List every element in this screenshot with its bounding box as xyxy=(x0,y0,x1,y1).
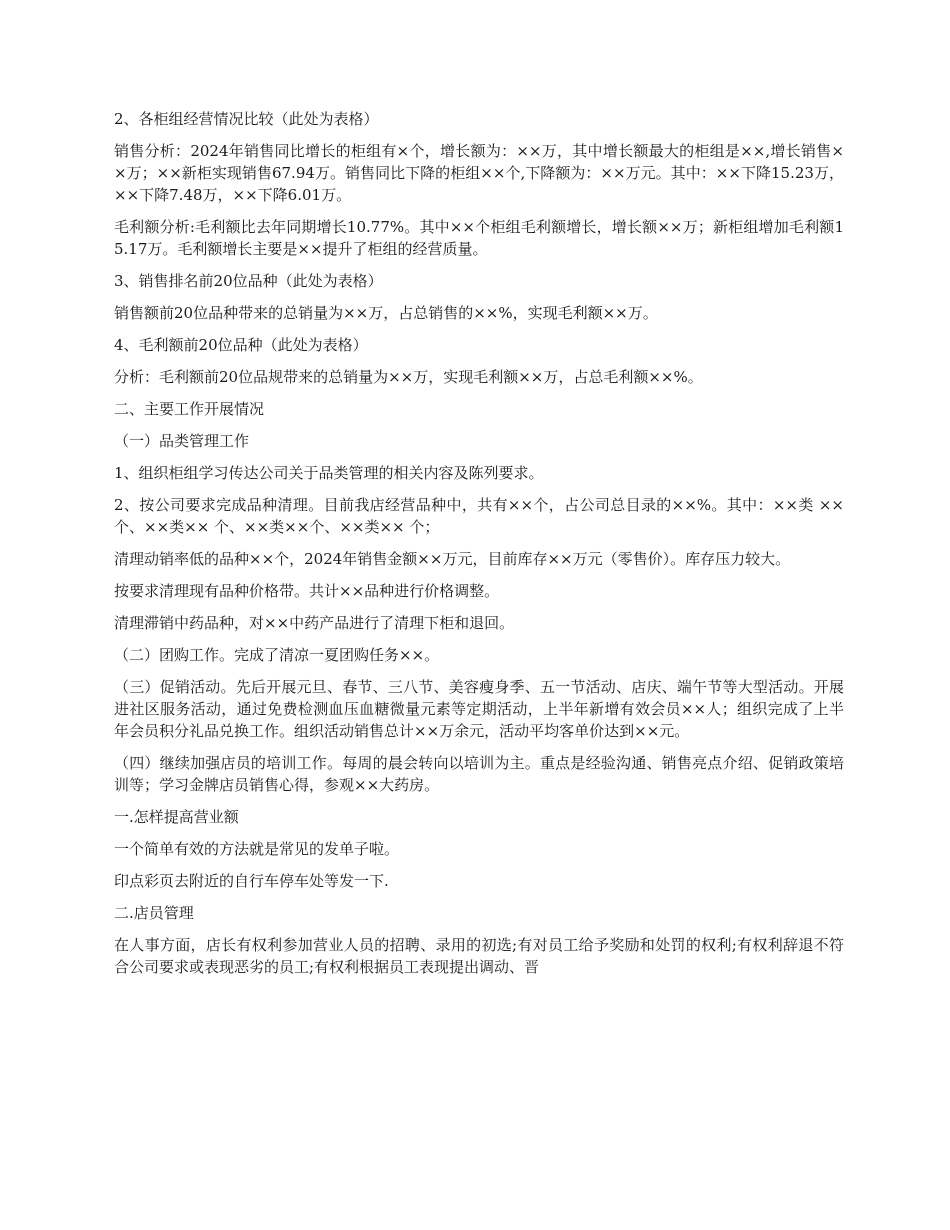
section-heading-counter-comparison: 2、各柜组经营情况比较（此处为表格） xyxy=(114,110,379,128)
training-paragraph: （四）继续加强店员的培训工作。每周的晨会转向以培训为主。重点是经验沟通、销售亮点介绍、促销政策培训等；学习金牌店员销售心得，参观××大药房。 xyxy=(114,754,844,794)
flyer-paragraph-2: 印点彩页去附近的自行车停车处等发一下. xyxy=(114,872,389,890)
category-item-1: 1、组织柜组学习传达公司关于品类管理的相关内容及陈列要求。 xyxy=(114,464,544,482)
section-heading-main-work: 二、主要工作开展情况 xyxy=(114,400,265,418)
document-page xyxy=(114,108,844,988)
clearance-low-turnover-paragraph: 清理动销率低的品种××个，2024年销售金额××万元，目前库存××万元（零售价）。库存压力较大。 xyxy=(114,550,791,568)
category-item-2: 2、按公司要求完成品种清理。目前我店经营品种中，共有××个，占公司总目录的××%。其中：××类 ××个、××类×× 个、××类××个、××类×× 个； xyxy=(114,496,844,536)
sales-analysis-paragraph: 销售分析：2024年销售同比增长的柜组有×个，增长额为：××万，其中增长额最大的柜组是××,增长销售××万；××新柜实现销售67.94万。销售同比下降的柜组××个,下降额为：××万元。其中：××下降15.23万，××下降7.48万，××下降6.01万。 xyxy=(114,142,844,204)
subsection-heading-category-management: （一）品类管理工作 xyxy=(114,432,250,450)
price-band-paragraph: 按要求清理现有品种价格带。共计××品种进行价格调整。 xyxy=(114,582,500,600)
flyer-paragraph-1: 一个简单有效的方法就是常见的发单子啦。 xyxy=(114,840,400,858)
section-heading-top20-sales: 3、销售排名前20位品种（此处为表格） xyxy=(114,272,383,290)
section-heading-top20-profit: 4、毛利额前20位品种（此处为表格） xyxy=(114,336,368,354)
top20-sales-paragraph: 销售额前20位品种带来的总销量为××万，占总销售的××%，实现毛利额××万。 xyxy=(114,304,658,322)
promotion-paragraph: （三）促销活动。先后开展元旦、春节、三八节、美容瘦身季、五一节活动、店庆、端午节等大型活动。开展进社区服务活动，通过免费检测血压血糖微量元素等定期活动，上半年新增有效会员××人；组织完成了上半年会员积分礼品兑换工作。组织活动销售总计××万余元，活动平均客单价达到××元。 xyxy=(114,678,844,740)
top20-profit-paragraph: 分析：毛利额前20位品规带来的总销量为××万，实现毛利额××万，占总毛利额××%。 xyxy=(114,368,703,386)
heading-staff-management: 二.店员管理 xyxy=(114,904,194,922)
staff-management-paragraph: 在人事方面，店长有权利参加营业人员的招聘、录用的初选;有对员工给予奖励和处罚的权利;有权利辞退不符合公司要求或表现恶劣的员工;有权利根据员工表现提出调动、晋 xyxy=(114,936,844,976)
gross-profit-analysis-paragraph: 毛利额分析:毛利额比去年同期增长10.77%。其中××个柜组毛利额增长，增长额××万；新柜组增加毛利额15.17万。毛利额增长主要是××提升了柜组的经营质量。 xyxy=(114,218,844,258)
heading-improve-revenue: 一.怎样提高营业额 xyxy=(114,808,239,826)
group-purchase-paragraph: （二）团购工作。完成了清凉一夏团购任务××。 xyxy=(114,646,440,664)
slow-moving-tcm-paragraph: 清理滞销中药品种，对××中药产品进行了清理下柜和退回。 xyxy=(114,614,515,632)
